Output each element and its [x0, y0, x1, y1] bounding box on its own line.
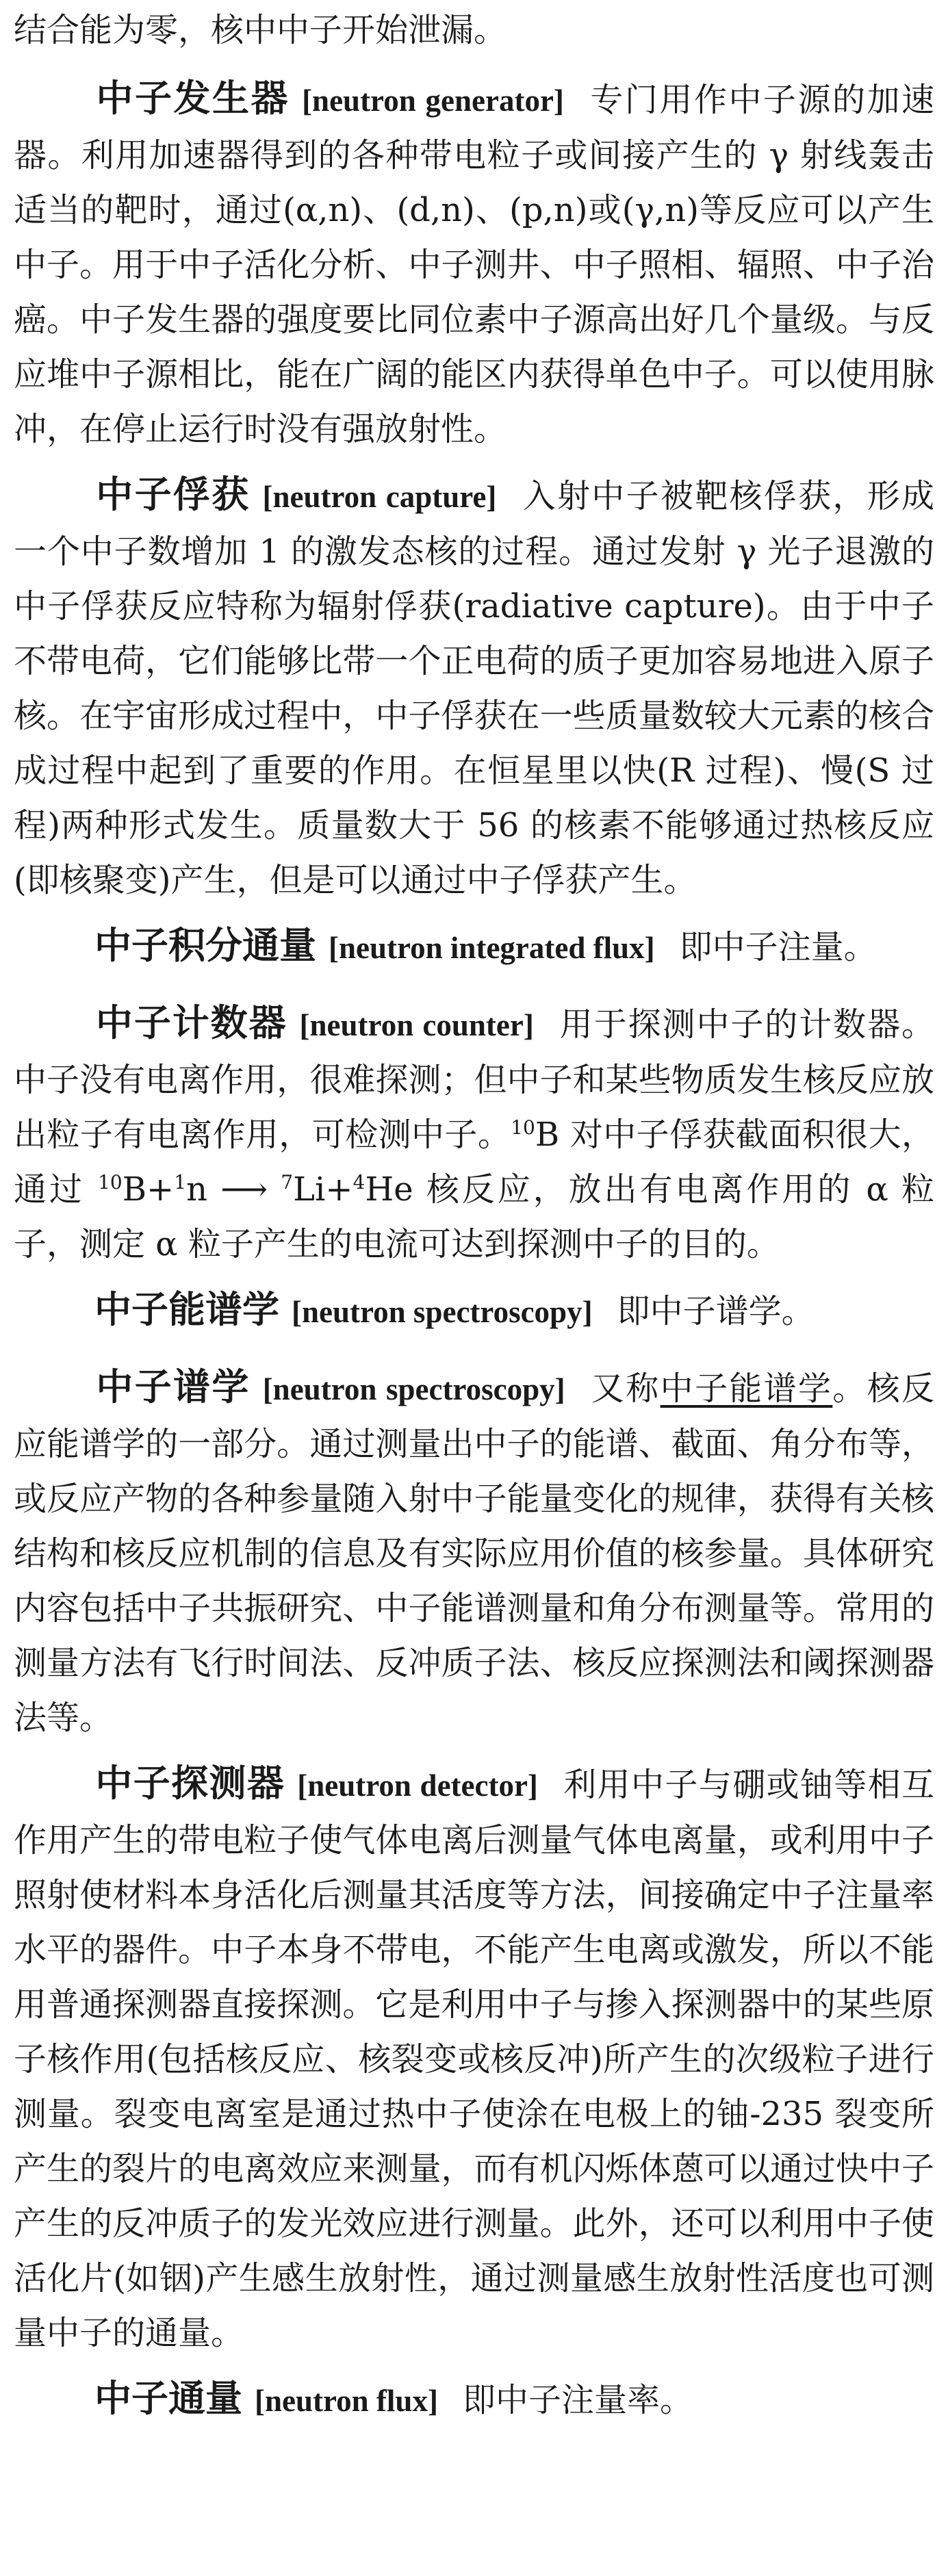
- isotope-mass-number: 10: [511, 1116, 535, 1139]
- alias-prefix: 又称: [589, 1369, 661, 1408]
- entry-neutron-spectroscopy-alias: [14, 1283, 934, 1339]
- formula-part: n: [186, 1170, 207, 1209]
- entry-neutron-counter: [14, 996, 934, 1272]
- entry-neutron-spectroscopy: [14, 1360, 934, 1745]
- entry-term: 中子俘获: [94, 473, 251, 516]
- alias-suffix: 。: [832, 1369, 867, 1408]
- entry-english: [neutron spectroscopy]: [292, 1295, 593, 1329]
- isotope-mass-number: 10: [98, 1171, 123, 1194]
- entry-definition: 核反应，放出有电离作用的 α 粒子，测定 α 粒子产生的电流可达到探测中子的目的。: [14, 1170, 935, 1263]
- entry-english: [neutron capture]: [262, 480, 497, 514]
- isotope-mass-number: 4: [353, 1171, 366, 1194]
- isotope-mass-number: 1: [174, 1171, 187, 1194]
- entry-definition: 用于探测中子的计数器。中子没有电离作用，很难探测；但中子和某些物质发生核反应放出粒子有电离作用，可检测中子。: [14, 1005, 934, 1154]
- continued-text: 结合能为零，核中中子开始泄漏。: [14, 11, 507, 49]
- entry-cross-reference: 即中子谱学。: [617, 1292, 815, 1330]
- entry-term: 中子谱学: [94, 1365, 251, 1408]
- formula-part: Li+: [293, 1170, 353, 1209]
- entry-neutron-integrated-flux: [14, 918, 934, 975]
- entry-english: [neutron spectroscopy]: [262, 1372, 565, 1406]
- alias-link[interactable]: 中子能谱学: [660, 1369, 833, 1408]
- entry-cross-reference: 即中子注量率。: [462, 2381, 693, 2419]
- entry-definition: 对中子俘获截面积很大，通过: [14, 1116, 934, 1209]
- entry-term: 中子通量: [94, 2377, 242, 2420]
- formula-part: He: [365, 1170, 413, 1209]
- entry-english: [neutron counter]: [299, 1008, 534, 1042]
- entry-term: 中子能谱学: [94, 1288, 279, 1331]
- entry-english: [neutron flux]: [255, 2384, 438, 2418]
- entry-definition: 核反应能谱学的一部分。通过测量出中子的能谱、截面、角分布等，或反应产物的各种参量随入射中子能量变化的规律，获得有关核结构和核反应机制的信息及有实际应用价值的核参量。具体研究内容包括中子共振研究、中子能谱测量和角分布测量等。常用的测量方法有飞行时间法、反冲质子法、核反应探测法和阈探测器法等。: [14, 1369, 934, 1737]
- entry-neutron-detector: [14, 1756, 934, 2360]
- formula-part: B: [535, 1116, 560, 1154]
- entry-definition: 利用中子与硼或铀等相互作用产生的带电粒子使气体电离后测量气体电离量，或利用中子照射使材料本身活化后测量其活度等方法，间接确定中子注量率水平的器件。中子本身不带电，不能产生电离或激发，所以不能用普通探测器直接探测。它是利用中子与掺入探测器中的某些原子核作用(包括核反应、核裂变或核反冲)所产生的次级粒子进行测量。裂变电离室是通过热中子使涂在电极上的铀-235 裂变所产生的裂片的电离效应来测量，而有机闪烁体蒽可以通过快中子产生的反冲质子的发光效应进行测量。此外，还可以利用中子使活化片(如铟)产生感生放射性，通过测量感生放射性活度也可测量中子的通量。: [14, 1766, 935, 2352]
- isotope-mass-number: 7: [281, 1171, 294, 1194]
- entry-cross-reference: 即中子注量。: [679, 928, 877, 966]
- entry-neutron-capture: [14, 467, 934, 907]
- entry-term: 中子发生器: [94, 77, 290, 120]
- reaction-arrow: ⟶: [207, 1170, 281, 1209]
- entry-term: 中子探测器: [94, 1762, 285, 1805]
- entry-definition: 入射中子被靶核俘获，形成一个中子数增加 1 的激发态核的过程。通过发射 γ 光子退激的中子俘获反应特称为辐射俘获(radiative capture)。由于中子不带电荷，它们能够比带一个正电荷的质子更加容易地进入原子核。在宇宙形成过程中，中子俘获在一些质量数较大元素的核合成过程中起到了重要的作用。在恒星里以快(R 过程)、慢(S 过程)两种形式发生。质量数大于 56 的核素不能够通过热核反应(即核聚变)产生，但是可以通过中子俘获产生。: [14, 477, 934, 899]
- formula-part: B+: [122, 1170, 175, 1209]
- entry-english: [neutron detector]: [297, 1768, 538, 1803]
- entry-english: [neutron integrated flux]: [329, 931, 655, 965]
- entry-term: 中子计数器: [94, 1001, 287, 1044]
- entry-definition: 专门用作中子源的加速器。利用加速器得到的各种带电粒子或间接产生的 γ 射线轰击适当的靶时，通过(α,n)、(d,n)、(p,n)或(γ,n)等反应可以产生中子。用于中子活化分析、中子测井、中子照相、辐照、中子治癌。中子发生器的强度要比同位素中子源高出好几个量级。与反应堆中子源相比，能在广阔的能区内获得单色中子。可以使用脉冲，在停止运行时没有强放射性。: [14, 81, 934, 448]
- entry-english: [neutron generator]: [302, 83, 564, 118]
- entry-term: 中子积分通量: [94, 924, 316, 967]
- entry-neutron-flux: [14, 2371, 934, 2428]
- entry-neutron-generator: [14, 71, 934, 456]
